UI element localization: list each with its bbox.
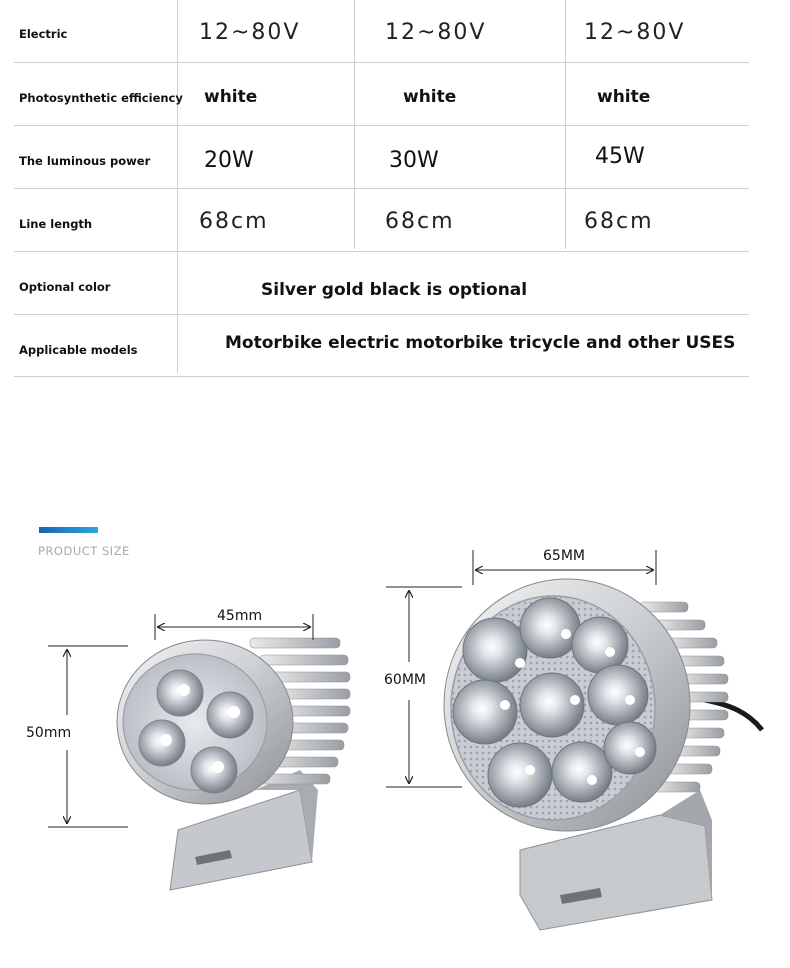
power-value: 20W <box>204 148 254 173</box>
color-temp-value: white <box>403 87 457 107</box>
small-lamp-width-label: 45mm <box>217 608 263 624</box>
small-lamp-height-label: 50mm <box>26 725 72 741</box>
applicable-models-value: Motorbike electric motorbike tricycle and other USES <box>225 333 736 353</box>
large-lamp-image <box>444 579 762 930</box>
row-label: Photosynthetic efficiency <box>19 91 183 105</box>
length-value: 68cm <box>199 209 269 234</box>
voltage-value: 12~80V <box>385 20 487 45</box>
color-temp-value: white <box>597 87 651 107</box>
row-label: Electric <box>19 27 68 41</box>
length-value: 68cm <box>584 209 654 234</box>
color-temp-value: white <box>204 87 258 107</box>
row-label: The luminous power <box>19 154 151 168</box>
row-label: Optional color <box>19 280 111 294</box>
optional-color-value: Silver gold black is optional <box>261 280 528 300</box>
power-value: 30W <box>389 148 439 173</box>
power-value: 45W <box>595 144 645 169</box>
voltage-value: 12~80V <box>199 20 301 45</box>
length-value: 68cm <box>385 209 455 234</box>
row-label: Applicable models <box>19 343 138 357</box>
product-size-title: PRODUCT SIZE <box>38 544 130 558</box>
small-lamp-image <box>117 638 350 890</box>
voltage-value: 12~80V <box>584 20 686 45</box>
row-label: Line length <box>19 217 93 231</box>
large-lamp-width-label: 65MM <box>543 548 585 564</box>
large-lamp-height-label: 60MM <box>384 672 426 688</box>
